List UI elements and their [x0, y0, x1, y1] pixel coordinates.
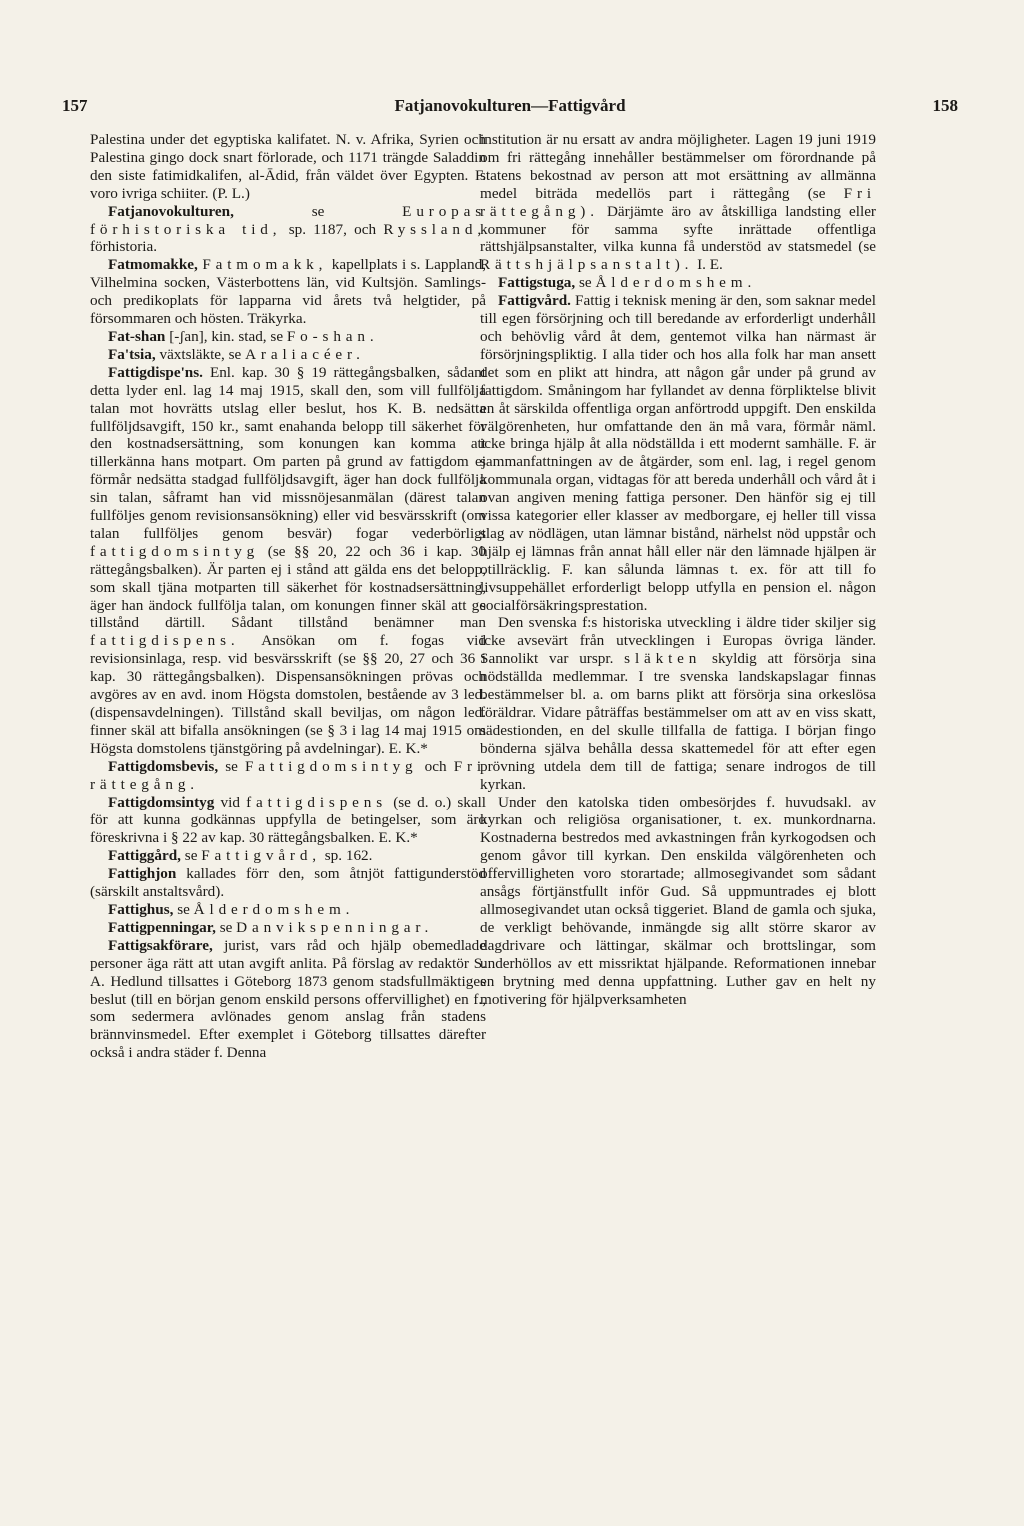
entry-fattiggard: Fattiggård, se Fattigvård, sp. 162. — [108, 847, 373, 865]
cross-reference: fattigdispens — [246, 793, 387, 811]
paragraph: institution är nu ersatt av andra möjligheter. Lagen 19 juni 1919 om fri rättegång innehåller bestämmelser om förordnande på statens bekostnad av person att mot ersättning av allmänna medel biträda medellös part i rättegång (se Fri rättegång). Därjämte äro av åtskilliga landsting eller kommuner för samma syfte inrättade offentliga rättshjälpsanstalter, vilka kunna få understöd av statsmedel (se Rättshjälpsanstalt). I. E. — [480, 131, 876, 274]
cross-reference: Europas förhistoriska tid, — [90, 202, 486, 238]
paragraph: Palestina under det egyptiska kalifatet. N. v. Afrika, Syrien och Palestina gingo dock snart förlorade, och 1171 trängde Saladdin den siste fatimidkalifen, al-Ādid, från väldet över Egypten. F. voro ivriga schiiter. (P. L.) — [90, 131, 486, 202]
cross-reference: Araliacéer. — [245, 345, 365, 363]
spaced-term: Fatmomakk, — [202, 256, 328, 274]
headword: Fatmomakke, — [108, 256, 198, 274]
author-signature: I. E. — [697, 256, 723, 274]
spaced-term: släkten — [624, 650, 702, 668]
right-column — [480, 131, 876, 1008]
entry-fattigdomsintyg: Fattigdomsintyg vid fattigdispens (se d. o.) skall för att kunna godkännas uppfylla de betingelser, som äro föreskrivna i § 22 av kap. 30 rättegångsbalken. E. K.* — [90, 793, 487, 847]
left-column — [90, 131, 486, 1062]
page-header — [62, 96, 958, 120]
cross-reference: Ålderdomshem. — [595, 274, 757, 292]
author-signature: E. K.* — [388, 739, 428, 757]
headword: Fattigdispe'ns. — [108, 363, 203, 381]
headword: Fat-shan — [108, 327, 166, 345]
entry-fattigstuga: Fattigstuga, se Ålderdomshem. — [498, 274, 757, 292]
paragraph: Den svenska f:s historiska utveckling i äldre tider skiljer sig icke avsevärt från utvecklingen i Europas övriga länder. Sannolikt var urspr. släkten skyldig att försörja sina nödställda medlemmar. I tre svenska landskapslagar finnas bestämmelser bl. a. om barns plikt att försörja sina orkeslösa föräldrar. Vidare påträffas bestämmelser om att av en viss skatt, sädestionden, en del skulle tillfalla de fattiga. I början fingo bönderna själva behålla dessa skattemedel för att efter egen prövning utdela dem till de fattiga; senare indrogos de till kyrkan. — [480, 614, 877, 793]
spaced-term: fattigdomsintyg — [90, 542, 260, 560]
entry-fattigvard: Fattigvård. Fattig i teknisk mening är den, som saknar medel till egen försörjning och till beredande av erforderligt underhåll och behövlig vård åt dem, gentemot vilka han närmast är försörjningspliktig. I alla tider och hos alla folk har man ansett det som en plikt att hindra, att någon går under på grund av fattigdom. Småningom har fyllandet av denna förpliktelse blivit en åt särskilda offentliga organ anförtrodd uppgift. Den enskilda välgörenheten, hur omfattande den än må vara, förmår näml. icke bringa hjälp åt alla nödställda i ett modernt samhälle. F. är sammanfattningen av de åtgärder, som enl. lag, i regel genom kommunala organ, vidtagas för att bereda underhåll och vård åt i ovan angiven mening fattiga personer. Den hänför sig ej till vissa kategorier eller klasser av medborgare, ej heller till vissa slag av nödlägen, utan lämnar bistånd, närhelst nöd uppstår och hjälp ej lämnas från annat håll eller när den lämnade hjälpen är otillräcklig. F. kan sålunda lämnas t. ex. för att till fo livsuppehället erforderligt belopp utfylla en pension el. någon socialförsäkringsprestation. — [480, 292, 876, 614]
cross-reference: Danvikspenningar. — [236, 918, 434, 936]
entry-fattighjon: Fattighjon kallades förr den, som åtnjöt fattigunderstöd (särskilt anstaltsvård). — [90, 865, 487, 901]
headword: Fattigpenningar, — [108, 918, 216, 936]
headword: Fattigdomsbevis, — [108, 757, 219, 775]
headword: Fattigsakförare, — [108, 936, 213, 954]
headword: Fattigstuga, — [498, 274, 576, 292]
headword: Fattigvård. — [498, 292, 571, 310]
cross-reference: Fri rättegång). — [480, 184, 876, 220]
page-number-right: 158 — [932, 96, 958, 115]
entry-fatjanovokulturen: Fatjanovokulturen, se Europas förhistoriska tid, sp. 1187, och Ryssland, förhistoria. — [90, 202, 486, 256]
entry-fattighus: Fattighus, se Ålderdomshem. — [108, 900, 355, 918]
page-number-left: 157 — [62, 96, 88, 115]
entry-fattigpenningar: Fattigpenningar, se Danvikspenningar. — [108, 918, 434, 936]
entry-fattigsakforare: Fattigsakförare, jurist, vars råd och hjälp obemedlade personer äga rätt att utan avgift anlita. På förslag av redaktör S. A. Hedlund tillsattes i Göteborg 1873 genom stadsfullmäktiges beslut (till en början genom enskild persons offervillighet) en f., som sedermera avlönades genom anslag från stadens brännvinsmedel. Efter exemplet i Göteborg tillsattes därefter också i andra städer f. Denna — [90, 936, 486, 1062]
headword: Fattighjon — [108, 865, 177, 883]
spaced-term: fattigdispens. — [90, 632, 240, 650]
headword: Fa'tsia, — [108, 345, 156, 363]
cross-reference: Fri rättegång. — [90, 757, 487, 793]
paragraph: Under den katolska tiden ombesörjdes f. huvudsakl. av kyrkan och religiösa organisationer, t. ex. munkordnarna. Kostnaderna bestredos med avkastningen från kyrkogodsen och genom gåvor till kyrkan. Den enskilda välgörenheten och offervilligheten voro storartade; allmosegivandet som sådant ansågs förtjänstfullt inför Gud. Så uppmuntrades ej blott allmosegivandet utan också tiggeriet. Bland de gamla och sjuka, de verkligt behövande, inmängde sig allt större skaror av dagdrivare och lättingar, skälmar och brottslingar, som underhöllos av ett missriktat hjälpande. Reformationen innebar en brytning med denna uppfattning. Luther gav en helt ny motivering för hjälpverksamheten — [480, 793, 876, 1008]
entry-fat-shan: Fat-shan [-ʃan], kin. stad, se Fo-shan. — [108, 327, 379, 345]
entry-fatmomakke: Fatmomakke, Fatmomakk, kapellplats i s. Lappland, Vilhelmina socken, Västerbottens län, vid Kultsjön. Samlings- och predikoplats för lapparna vid årets två helgtider, på försommaren och hösten. Träkyrka. — [90, 256, 486, 328]
cross-reference: Fo-shan. — [286, 327, 379, 345]
entry-fatsia: Fa'tsia, växtsläkte, se Araliacéer. — [108, 345, 365, 363]
headword: Fattighus, — [108, 900, 174, 918]
entry-fattigdomsbevis: Fattigdomsbevis, se Fattigdomsintyg och Fri rättegång. — [90, 757, 487, 793]
headword: Fattigdomsintyg — [108, 793, 215, 811]
cross-reference: Ryssland, — [383, 220, 486, 238]
cross-reference: Fattigdomsintyg — [244, 757, 418, 775]
entry-fattigdispens: Fattigdispe'ns. Enl. kap. 30 § 19 rättegångsbalken, sådant detta lyder enl. lag 14 maj 1915, skall den, som vill fullfölja talan mot hovrätts utslag eller beslut, hos K. B. nedsätta fullföljdsavgift, 150 kr., samt enahanda belopp till säkerhet för den kostnadsersättning, som konungen kan komma att tillerkänna hans motpart. Om parten på grund av fattigdom ej förmår nedsätta stadgad fullföljdsavgift, äger han dock fullfölja sin talan, såframt han vid missnöjesanmälan (därest talan fullföljes genom revisionsansökning) eller vid besvärsskrift (om talan fullföljes genom besvär) fogar vederbörligt fattigdomsintyg (se §§ 20, 22 och 36 i kap. 30 rättegångsbalken). Är parten ej i stånd att gälda ens det belopp, som skall tjäna motparten till säkerhet för kostnadsersättning, äger han ändock fullfölja talan, om konungen finner skäl att ge tillstånd därtill. Sådant tillstånd benämner man fattigdispens. Ansökan om f. fogas vid revisionsinlaga, resp. vid besvärsskrift (se §§ 20, 27 och 36 i kap. 30 rättegångsbalken). Dispensansökningen prövas och avgöres av en avd. inom Högsta domstolen, bestående av 3 led. (dispensavdelningen). Tillstånd skall beviljas, om någon led. finner skäl att bifalla ansökningen (se § 3 i lag 14 maj 1915 om Högsta domstolens tjänstgöring på avdelningar). E. K.* — [90, 363, 487, 757]
cross-reference: Fattigvård, — [201, 847, 321, 865]
headword: Fatjanovokulturen, — [108, 202, 234, 220]
cross-reference: Ålderdomshem. — [193, 900, 355, 918]
running-title: Fatjanovokulturen—Fattigvård — [394, 96, 626, 115]
cross-reference: Rättshjälpsanstalt). — [480, 256, 694, 274]
author-signature: (P. L.) — [212, 184, 250, 202]
headword: Fattiggård, — [108, 847, 181, 865]
author-signature: E. K.* — [378, 829, 418, 847]
